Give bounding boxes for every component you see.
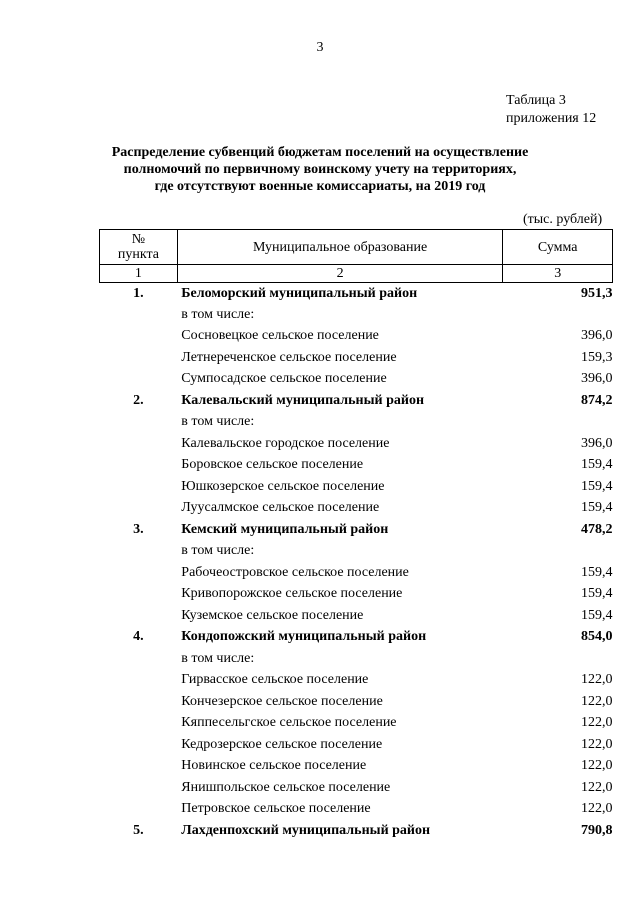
column-number-2: 2 [177, 265, 503, 283]
table-row [100, 713, 613, 735]
table-row [100, 412, 613, 434]
row-name: Кондопожский муниципальный район [181, 629, 427, 645]
row-number [100, 799, 178, 821]
row-number [100, 369, 178, 391]
table-row [100, 433, 613, 455]
row-value: 122,0 [581, 672, 613, 688]
header-number-word: пункта [117, 247, 159, 262]
units-label: (тыс. рублей) [523, 212, 603, 227]
row-name: Сумпосадское сельское поселение [181, 371, 387, 387]
table-row [100, 734, 613, 756]
row-number [100, 605, 178, 627]
table-row [100, 304, 613, 326]
row-number [100, 326, 178, 348]
row-number: 5. [133, 822, 144, 838]
row-name: Кяппесельгское сельское поселение [181, 715, 397, 731]
row-value: 159,4 [581, 478, 613, 494]
page-number: 3 [316, 40, 324, 55]
row-number [100, 498, 178, 520]
row-name: Луусалмское сельское поселение [181, 500, 380, 516]
table-row [100, 283, 613, 305]
row-value [503, 412, 613, 434]
row-value: 396,0 [581, 328, 613, 344]
row-number [100, 412, 178, 434]
column-number-1: 1 [100, 265, 178, 283]
row-value: 396,0 [581, 371, 613, 387]
row-name: Кривопорожское сельское поселение [181, 586, 403, 602]
row-number [100, 734, 178, 756]
header-number-symbol: № [131, 232, 146, 247]
header-sum: Сумма [503, 230, 613, 265]
row-number [100, 756, 178, 778]
row-name: Гирвасское сельское поселение [181, 672, 369, 688]
table-row [100, 541, 613, 563]
subvention-table [99, 229, 613, 842]
row-number: 3. [133, 521, 144, 537]
row-number: 1. [133, 285, 144, 301]
table-header [100, 230, 613, 283]
row-name: Кедрозерское сельское поселение [181, 736, 383, 752]
row-name: Боровское сельское поселение [181, 457, 364, 473]
row-value: 122,0 [581, 736, 613, 752]
row-name: в том числе: [181, 543, 255, 559]
row-value [503, 541, 613, 563]
table-row [100, 756, 613, 778]
table-row [100, 390, 613, 412]
table-row [100, 347, 613, 369]
row-value [503, 648, 613, 670]
row-name: Кончезерское сельское поселение [181, 693, 383, 709]
row-name: в том числе: [181, 306, 255, 322]
row-value: 478,2 [581, 521, 613, 537]
row-number [100, 691, 178, 713]
document-title [0, 144, 640, 195]
title-line-3: где отсутствуют военные комиссариаты, на 2019 год [154, 179, 486, 194]
table-reference-line-2: приложения 12 [506, 111, 597, 126]
row-value: 159,4 [581, 500, 613, 516]
row-name: Янишпольское сельское поселение [181, 779, 391, 795]
table-row [100, 498, 613, 520]
row-value: 159,3 [581, 349, 613, 365]
row-number [100, 347, 178, 369]
table-row [100, 799, 613, 821]
header-row [100, 230, 613, 265]
row-name: Петровское сельское поселение [181, 801, 371, 817]
table-row [100, 519, 613, 541]
row-name: Беломорский муниципальный район [181, 285, 418, 301]
row-value: 159,4 [581, 607, 613, 623]
table-reference-line-1: Таблица 3 [506, 93, 566, 108]
row-number [100, 433, 178, 455]
row-value: 159,4 [581, 586, 613, 602]
row-number [100, 670, 178, 692]
table-row [100, 627, 613, 649]
row-value: 874,2 [581, 392, 613, 408]
row-name: в том числе: [181, 414, 255, 430]
row-value: 790,8 [581, 822, 613, 838]
row-name: Новинское сельское поселение [181, 758, 367, 774]
row-value: 122,0 [581, 693, 613, 709]
column-number-3: 3 [503, 265, 613, 283]
row-number [100, 562, 178, 584]
table-row [100, 670, 613, 692]
row-value: 854,0 [581, 629, 613, 645]
row-value: 396,0 [581, 435, 613, 451]
table-row [100, 326, 613, 348]
row-name: Калевальский муниципальный район [181, 392, 425, 408]
row-number: 2. [133, 392, 144, 408]
row-number: 4. [133, 629, 144, 645]
row-value: 159,4 [581, 457, 613, 473]
row-value [503, 304, 613, 326]
row-value: 951,3 [581, 285, 613, 301]
row-value: 159,4 [581, 564, 613, 580]
row-name: Юшкозерское сельское поселение [181, 478, 385, 494]
header-entity: Муниципальное образование [177, 230, 503, 265]
header-number [100, 230, 178, 265]
row-number [100, 584, 178, 606]
row-value: 122,0 [581, 779, 613, 795]
row-number [100, 648, 178, 670]
row-value: 122,0 [581, 801, 613, 817]
row-number [100, 713, 178, 735]
row-name: Кемский муниципальный район [181, 521, 389, 537]
row-name: Калевальское городское поселение [181, 435, 390, 451]
row-number [100, 304, 178, 326]
row-value: 122,0 [581, 715, 613, 731]
table-row [100, 369, 613, 391]
row-name: Сосновецкое сельское поселение [181, 328, 379, 344]
row-name: Летнереченское сельское поселение [181, 349, 397, 365]
row-name: Куземское сельское поселение [181, 607, 364, 623]
row-value: 122,0 [581, 758, 613, 774]
column-number-row [100, 265, 613, 283]
table-row [100, 777, 613, 799]
row-number [100, 476, 178, 498]
table-row [100, 820, 613, 842]
table-row [100, 562, 613, 584]
row-name: Рабочеостровское сельское поселение [181, 564, 409, 580]
row-name: в том числе: [181, 650, 255, 666]
row-number [100, 541, 178, 563]
table-row [100, 691, 613, 713]
table-body [100, 283, 613, 842]
row-name: Лахденпохский муниципальный район [181, 822, 431, 838]
table-row [100, 605, 613, 627]
table-row [100, 455, 613, 477]
table-reference [506, 92, 596, 128]
title-line-1: Распределение субвенций бюджетам поселений на осуществление [111, 145, 529, 160]
table-row [100, 648, 613, 670]
row-number [100, 777, 178, 799]
table-row [100, 584, 613, 606]
row-number [100, 455, 178, 477]
table-row [100, 476, 613, 498]
title-line-2: полномочий по первичному воинскому учету на территориях, [123, 162, 517, 177]
